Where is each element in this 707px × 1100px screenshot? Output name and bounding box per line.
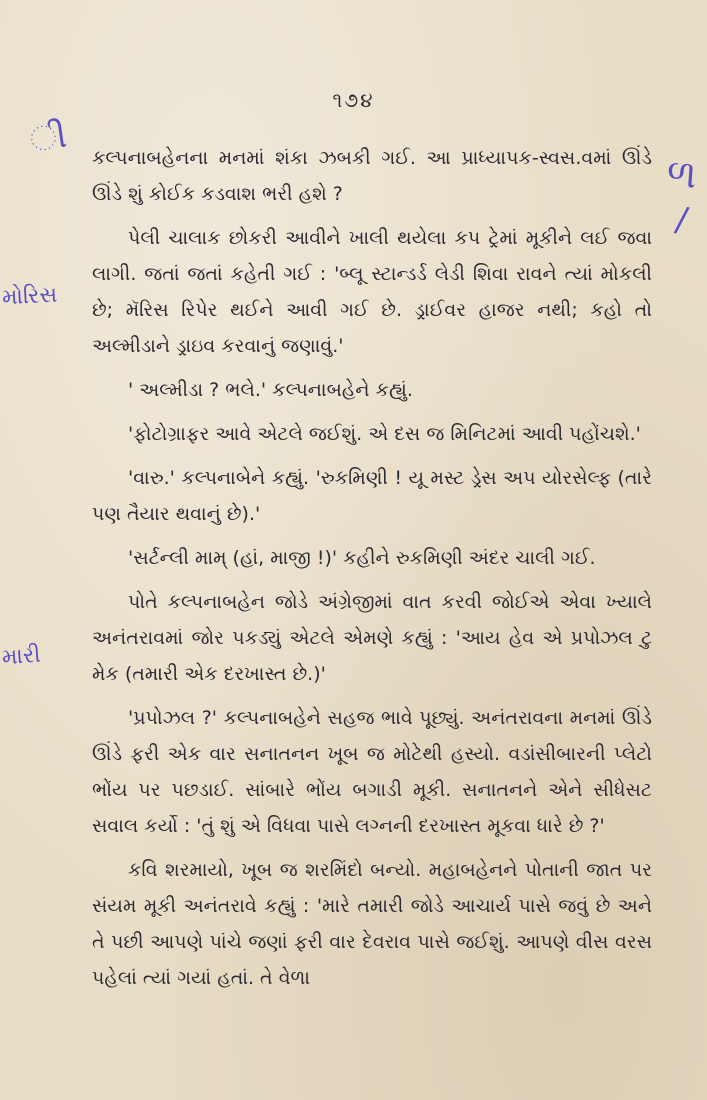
handwritten-slash: / [672,199,691,241]
paragraph-4: 'ફોટોગ્રાફર આવે એટલે જઈશું. એ દસ જ મિનિટમાં આવી પહોંચશે.' [128,423,641,445]
handwritten-margin-word-1: મોરિસ [1,282,58,311]
paragraph-9: કવિ શરમાયો, ખૂબ જ શરમિંદો બન્યો. મહાબહેનને પોતાની જાત પર સંયમ મૂકી અનંતરાવે કહ્યું : 'મારે તમારી જોડે આચાર્ય પાસે જવું છે અને તે પછી આપણે પાંચે જણાં ફરી વાર દેવરાવ પાસે જઈશું. આપણે વીસ વરસ પહેલાં ત્યાં ગયાં હતાં. તે વેળા [92,859,652,989]
body-text [92,140,652,1004]
paragraph-7: પોતે કલ્પનાબહેન જોડે અંગ્રેજીમાં વાત કરવી જોઈએ એવા ખ્યાલે અનંતરાવમાં જોર પકડ્યું એટલે એમણે કહ્યું : 'આય હેવ એ પ્રપોઝલ ટુ મેક (તમારી એક દરખાસ્ત છે.)' [92,591,652,685]
page-number: ૧૭૪ [332,88,375,112]
paragraph-5: 'વારુ.' કલ્પનાબેને કહ્યું. 'રુકમિણી ! યૂ મસ્ટ ડ્રેસ અપ યોરસેલ્ફ (તારે પણ તૈયાર થવાનું છે).' [92,467,652,525]
paragraph-2: પેલી ચાલાક છોકરી આવીને ખાલી થયેલા કપ ટ્રેમાં મૂકીને લઈ જવા લાગી. જતાં જતાં કહેતી ગઈ : 'બ્લૂ સ્ટાન્ડર્ડ લેડી શિવા રાવને ત્યાં મોકલી છે; મૅરિસ રિપેર થઈને આવી ગઈ છે. ડ્રાઈવર હાજર નથી; કહો તો અલ્મીડાને ડ્રાઇવ કરવાનું જણાવું.' [92,227,652,357]
handwritten-mark-top-left: ી [27,115,70,161]
handwritten-margin-word-2: મારી [1,642,42,671]
handwritten-mark-top-right: ળ [665,151,699,197]
paragraph-6: 'સર્ટન્લી મામ્ (હાં, માજી !)' કહીને રુકમિણી અંદર ચાલી ગઈ. [128,547,596,569]
paragraph-8: 'પ્રપોઝલ ?' કલ્પનાબહેને સહજ ભાવે પૂછ્યું. અનંતરાવના મનમાં ઊંડે ઊંડે ફરી એક વાર સનાતનન ખૂબ જ મોટેથી હસ્યો. વડાંસીબારની પ્લેટો ભોંય પર પછડાઈ. સાંબારે ભોંય બગાડી મૂકી. સનાતનને એને સીધેસટ સવાલ કર્યો : 'તું શું એ વિધવા પાસે લગ્નની દરખાસ્ત મૂકવા ધારે છે ?' [92,707,652,837]
paragraph-1: કલ્પનાબહેનના મનમાં શંકા ઝબકી ગઈ. આ પ્રાધ્યાપક-સ્વસ.વમાં ઊંડે ઊંડે શું કોઈક કડવાશ ભરી હશે ? [92,147,652,205]
paragraph-3: ' અલ્મીડા ? ભલે.' કલ્પનાબહેને કહ્યું. [128,379,413,401]
